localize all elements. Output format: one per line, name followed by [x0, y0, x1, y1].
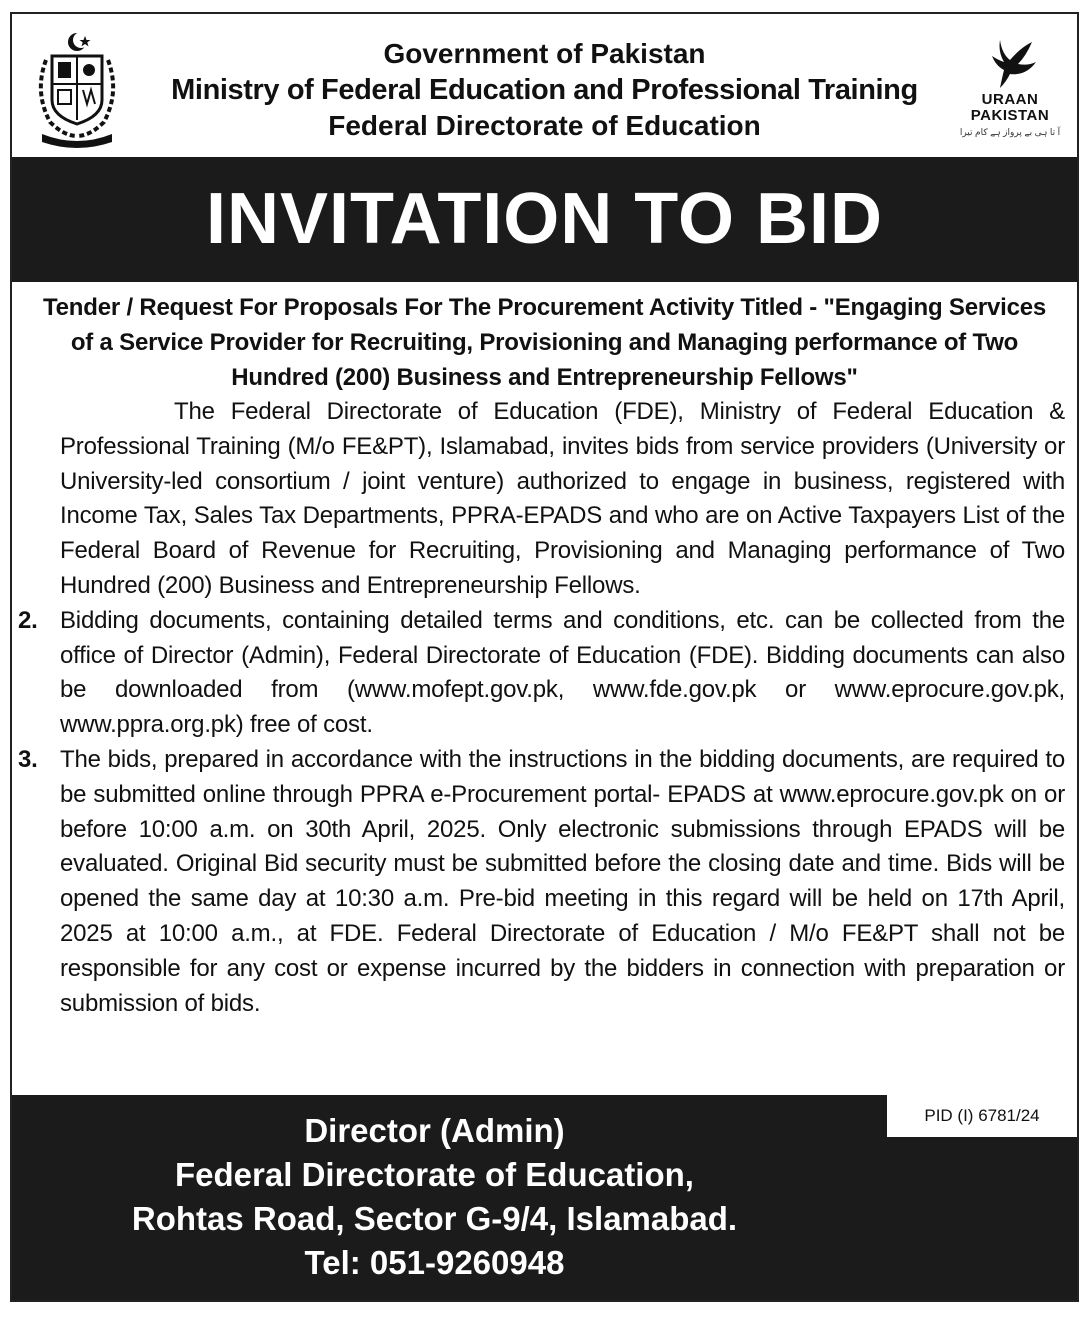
- header-line-government: Government of Pakistan: [383, 38, 706, 69]
- uraan-logo-tagline: آ تا ہی بے پرواز ہے کام تیرا: [959, 127, 1061, 137]
- paragraph-3: [18, 743, 1065, 1021]
- paragraph-2-text: Bidding documents, containing detailed terms and conditions, etc. can be collected from the office of Director (Admin), Federal Directorate of Education (FDE). Bidding documents can also be downloaded from (www.mofept.gov.pk, www.fde.gov.pk or www.eprocure.gov.pk, www.ppra.org.pk) free of cost.: [60, 606, 1065, 739]
- paragraph-3-number: 3.: [18, 745, 38, 773]
- pid-number: PID (I) 6781/24: [887, 1095, 1077, 1137]
- uraan-logo-text-line1: URAAN: [981, 91, 1039, 108]
- header: [12, 14, 1077, 157]
- footer-directorate: Federal Directorate of Education,: [175, 1156, 694, 1193]
- tender-title: Tender / Request For Proposals For The Procurement Activity Titled - "Engaging Services of a Service Provider for Recruiting, Provisioning and Managing performance of Two Hundred (200) Business and Entrepreneurship Fellows": [42, 294, 1047, 391]
- advertisement-frame: [10, 12, 1079, 1302]
- government-header-lines: [142, 36, 947, 144]
- paragraph-3-text: The bids, prepared in accordance with the instructions in the bidding documents, are required to be submitted online through PPRA e-Procurement portal- EPADS at www.eprocure.gov.pk on or before 10:00 a.m. on 30th April, 2025. Only electronic submissions through EPADS will be evaluated. Original Bid security must be submitted before the closing date and time. Bids will be opened the same day at 10:30 a.m. Pre-bid meeting in this regard will be held on 17th April, 2025 at 10:00 a.m., at FDE. Federal Directorate of Education / M/o FE&PT shall not be responsible for any cost or expense incurred by the bidders in connection with preparation or submission of bids.: [60, 745, 1065, 1017]
- header-line-directorate: Federal Directorate of Education: [328, 110, 761, 141]
- uraan-pakistan-logo-icon: [980, 36, 1040, 92]
- footer-address: Rohtas Road, Sector G-9/4, Islamabad.: [131, 1200, 738, 1237]
- footer-telephone: Tel: 051-9260948: [304, 1244, 565, 1281]
- footer-contact: [12, 1095, 1077, 1300]
- footer-director: Director (Admin): [304, 1112, 565, 1149]
- invitation-banner: INVITATION TO BID: [12, 157, 1077, 282]
- uraan-logo-text-line2: PAKISTAN: [970, 107, 1050, 124]
- header-line-ministry: Ministry of Federal Education and Professional Training: [171, 74, 918, 106]
- uraan-pakistan-logo: [955, 36, 1065, 156]
- footer-lines: [12, 1109, 857, 1285]
- paragraph-2: [18, 604, 1065, 743]
- paragraph-1: The Federal Directorate of Education (FDE), Ministry of Federal Education & Professional Training (M/o FE&PT), Islamabad, invites bids from service providers (University or University-led consortium / joint venture) authorized to engage in business, registered with Income Tax, Sales Tax Departments, PPRA-EPADS and who are on Active Taxpayers List of the Federal Board of Revenue for Recruiting, Provisioning and Managing performance of Two Hundred (200) Business and Entrepreneurship Fellows.: [60, 398, 1065, 599]
- paragraph-2-number: 2.: [18, 606, 38, 634]
- pakistan-state-emblem-icon: [28, 30, 126, 148]
